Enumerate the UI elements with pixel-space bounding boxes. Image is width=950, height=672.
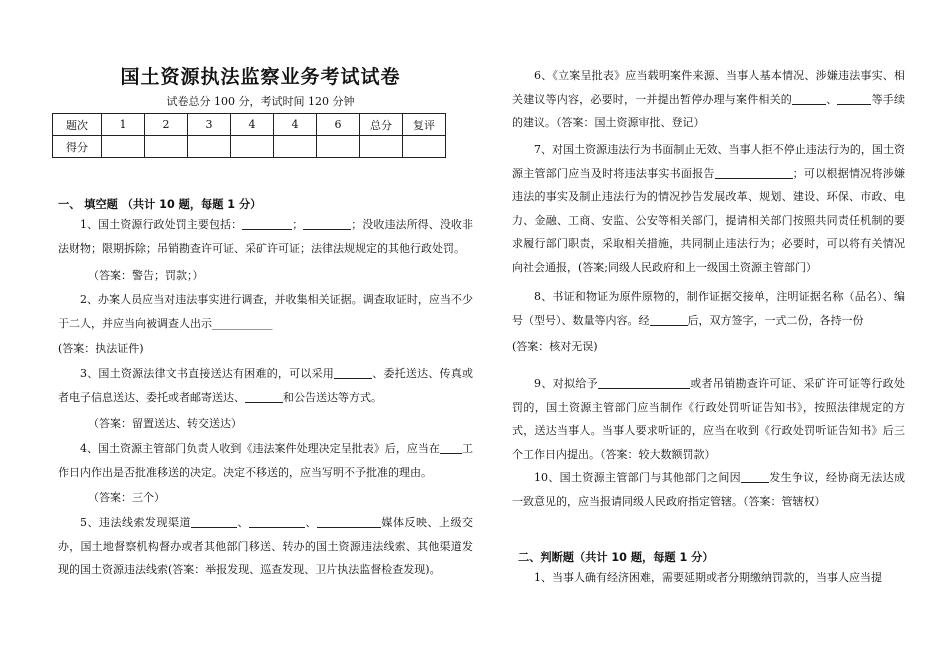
answer-blank[interactable] bbox=[741, 469, 769, 483]
exam-subtitle: 试卷总分 100 分，考试时间 120 分钟 bbox=[166, 95, 355, 108]
question-2 bbox=[58, 288, 473, 335]
question-8 bbox=[512, 285, 905, 332]
q4-text-b: 工作日内作出是否批准移送的决定。决定不移送的，应当写明不予批准的理由。 bbox=[58, 442, 473, 479]
q9-text-b: 或者吊销勘查许可证、采矿许可证等行政处罚的，国土资源主管部门应当制作《行政处罚听证告知书》，按照法律规定的方式，送达当事人。当事人要求听证的，应当在收到《行政处罚听证告知书》后三个工作日内提出。（答案：较大数额罚款） bbox=[512, 377, 906, 461]
q8-text-b: 后，双方签字，一式二份，各持一份 bbox=[687, 313, 864, 327]
page-title: 国土资源执法监察业务考试试卷 bbox=[120, 66, 401, 88]
q10-text-b: 发生争议，经协商无法达成一致意见的，应当报请同级人民政府指定管辖。（答案：管辖权） bbox=[512, 471, 905, 508]
section1-heading: 一、 填空题 （共计 10 题，每题 1 分） bbox=[58, 198, 262, 211]
q3-text-a: 3、国土资源法律文书直接送达有困难的，可以采用 bbox=[80, 367, 335, 380]
q1-text-b: ； bbox=[292, 218, 304, 231]
answer-blank[interactable] bbox=[715, 165, 793, 179]
q2-answer: (答案：执法证件) bbox=[58, 342, 144, 355]
question-6 bbox=[512, 64, 905, 135]
q7-text-a: 7、对国土资源违法行为书面制止无效、当事人拒不停止违法行为的，国土资源主管部门应当及时将违法事实书面报告 bbox=[512, 143, 905, 180]
score-header-cell: 1 bbox=[102, 114, 145, 136]
q6-text-a: 6、《立案呈批表》应当载明案件来源、当事人基本情况、涉嫌违法事实、相关建议等内容，必要时，一并提出暂停办理与案件相关的 bbox=[512, 69, 905, 106]
q8-text-a: 8、书证和物证为原件原物的，制作证据交接单，注明证据名称（品名）、编号（型号）、数量等内容。经 bbox=[512, 290, 905, 327]
question-9 bbox=[512, 372, 905, 466]
answer-blank[interactable] bbox=[317, 514, 381, 528]
q5-text-b: 、 bbox=[237, 516, 249, 529]
score-cell[interactable] bbox=[231, 136, 274, 158]
q2-blank[interactable]: ___________ bbox=[212, 316, 273, 330]
q9-text-a: 9、对拟给予 bbox=[534, 377, 598, 390]
answer-blank[interactable] bbox=[598, 375, 690, 389]
q2-text: 2、办案人员应当对违法事实进行调查，并收集相关证据。调查取证时，应当不少于二人，并应当向被调查人出示 bbox=[58, 293, 473, 330]
score-cell[interactable] bbox=[102, 136, 145, 158]
q4-answer: （答案：三个） bbox=[88, 491, 165, 504]
score-row-label: 得分 bbox=[53, 136, 102, 158]
answer-blank[interactable] bbox=[650, 312, 688, 326]
score-table-score-row bbox=[53, 136, 446, 158]
answer-blank[interactable] bbox=[837, 91, 871, 105]
score-header-cell: 总分 bbox=[360, 114, 403, 136]
q1-answer: （答案：警告；罚款；） bbox=[88, 269, 204, 282]
score-table-header-row bbox=[53, 114, 446, 136]
question-3 bbox=[58, 362, 473, 409]
score-cell[interactable] bbox=[403, 136, 446, 158]
score-header-cell: 4 bbox=[274, 114, 317, 136]
answer-blank[interactable] bbox=[249, 514, 305, 528]
judgment-1: 1、当事人确有经济困难，需要延期或者分期缴纳罚款的，当事人应当提 bbox=[534, 571, 882, 584]
section2-heading: 二、判断题（共计 10 题，每题 1 分） bbox=[518, 551, 714, 564]
score-header-cell: 2 bbox=[145, 114, 188, 136]
q5-text-a: 5、违法线索发现渠道 bbox=[80, 516, 191, 529]
q3-text-c: 和公告送达等方式。 bbox=[283, 390, 382, 404]
question-10 bbox=[512, 466, 905, 513]
score-cell[interactable] bbox=[274, 136, 317, 158]
q7-text-b: ；可以根据情况将涉嫌违法的事实及制止违法行为的情况抄告发展改革、规划、建设、环保、市政、电力、金融、工商、安监、公安等相关部门，提请相关部门按照共同责任机制的要求履行部门职责，采取相关措施，共同制止违法行为；必要时，可以将有关情况向社会通报，(答案;同级人民政府和上一级国土资源主管部门） bbox=[512, 166, 906, 274]
score-table bbox=[52, 113, 446, 158]
q10-text-a: 10、国土资源主管部门与其他部门之间因 bbox=[534, 471, 741, 484]
q5-text-c: 、 bbox=[305, 516, 317, 529]
question-4 bbox=[58, 437, 473, 484]
answer-blank[interactable] bbox=[242, 216, 292, 230]
score-cell[interactable] bbox=[188, 136, 231, 158]
q4-text-a: 4、国土资源主管部门负责人收到《违法案件处理决定呈批表》后，应当在 bbox=[80, 442, 440, 455]
question-1 bbox=[58, 213, 473, 260]
score-header-cell: 复评 bbox=[403, 114, 446, 136]
q5-text-d: 媒体反映、上级交办，国土地督察机构督办或者其他部门移送、转办的国土资源违法线索、其他渠道发现的国土资源违法线索(答案：举报发现、巡查发现、卫片执法监督检查发现)。 bbox=[58, 516, 473, 577]
q1-text-c: ；没收违法所得、没收非法财物；限期拆除；吊销勘查许可证、采矿许可证；法律法规规定的其他行政处罚。 bbox=[58, 218, 474, 255]
answer-blank[interactable] bbox=[245, 389, 283, 403]
score-cell[interactable] bbox=[360, 136, 403, 158]
answer-blank[interactable] bbox=[440, 440, 462, 454]
score-header-cell: 4 bbox=[231, 114, 274, 136]
q6-text-b: 、 bbox=[826, 92, 838, 106]
q3-answer: （答案：留置送达、转交送达） bbox=[88, 417, 242, 430]
q1-text-a: 1、国土资源行政处罚主要包括： bbox=[80, 218, 243, 231]
score-cell[interactable] bbox=[317, 136, 360, 158]
q6-text-c: 等手续的建议。（答案：国土资源审批、登记） bbox=[512, 92, 906, 130]
score-header-cell: 6 bbox=[317, 114, 360, 136]
answer-blank[interactable] bbox=[792, 91, 826, 105]
q8-answer: (答案：核对无误) bbox=[512, 340, 598, 353]
question-5 bbox=[58, 511, 473, 582]
score-header-cell: 题次 bbox=[53, 114, 102, 136]
answer-blank[interactable] bbox=[303, 216, 351, 230]
question-7 bbox=[512, 138, 905, 280]
score-header-cell: 3 bbox=[188, 114, 231, 136]
q3-text-b: 、委托送达、传真或者电子信息送达、委托或者邮寄送达、 bbox=[58, 367, 473, 404]
answer-blank[interactable] bbox=[191, 514, 237, 528]
score-cell[interactable] bbox=[145, 136, 188, 158]
answer-blank[interactable] bbox=[334, 365, 372, 379]
